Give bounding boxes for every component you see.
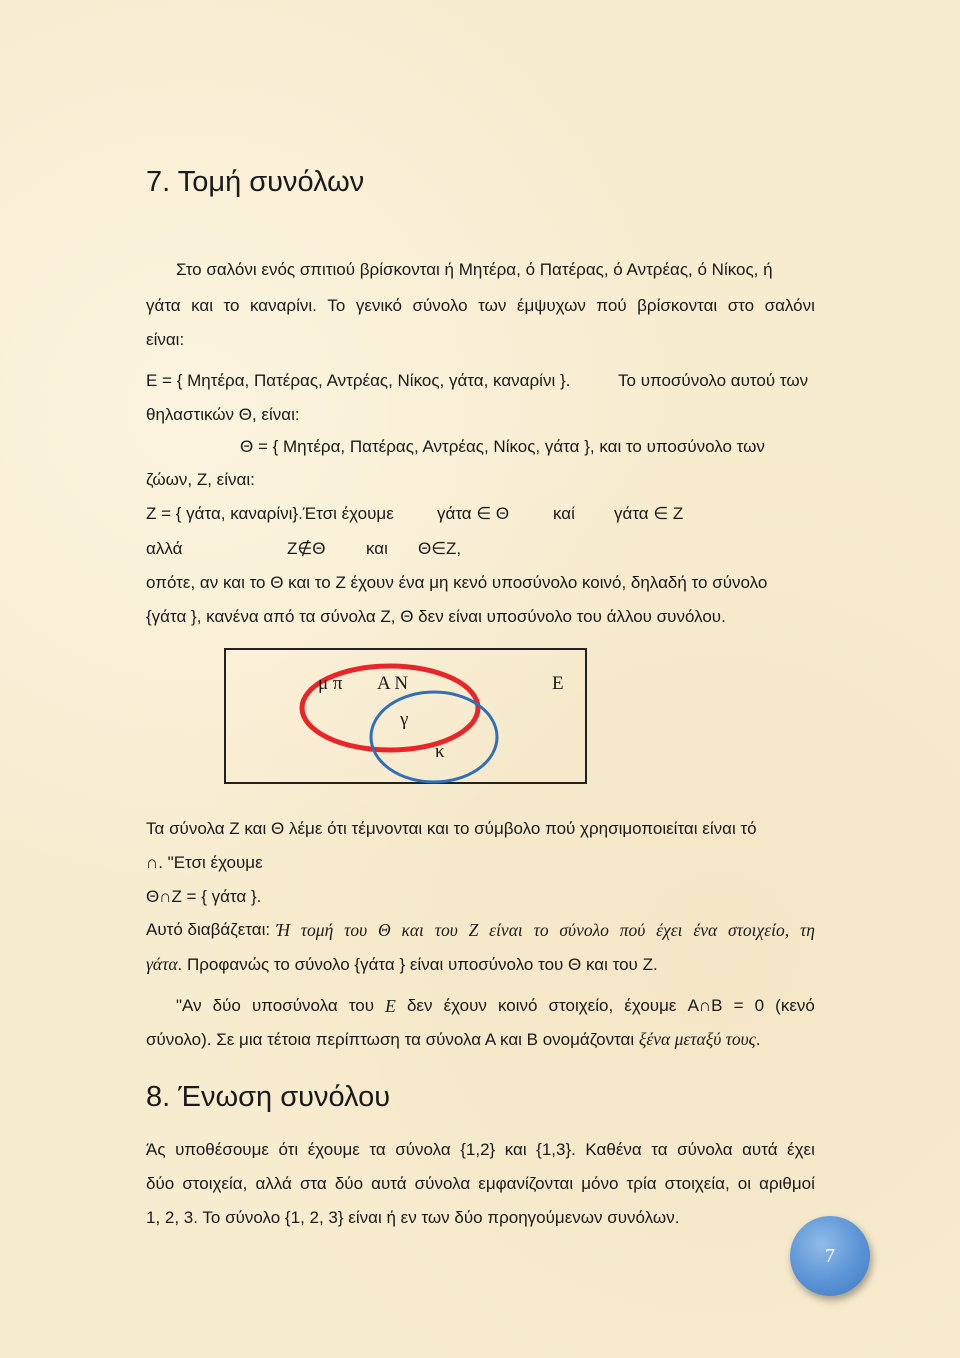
theta-set-definition: Θ = { Μητέρα, Πατέρας, Αντρέας, Νίκος, γάτα }, και το υποσύνολο των	[240, 437, 765, 456]
word: σύνολο	[412, 296, 468, 315]
word: Το	[327, 296, 346, 315]
word: το	[533, 920, 549, 940]
word: ότι	[278, 1140, 299, 1159]
word: στοιχεία,	[182, 1174, 248, 1193]
word: υποθέσουμε	[175, 1140, 269, 1159]
word: στοιχείο,	[548, 996, 614, 1015]
section-8-title: 8. Ένωση συνόλου	[146, 1081, 391, 1113]
word: {1,3}.	[536, 1140, 576, 1159]
word: τα	[369, 1140, 386, 1159]
para3-line5	[146, 954, 658, 975]
section-7-title: 7. Τομή συνόλων	[146, 166, 365, 198]
word: 0	[754, 996, 765, 1015]
word: στοιχεία,	[664, 1174, 730, 1193]
word: των	[478, 296, 507, 315]
word: έχει	[656, 920, 683, 940]
alla-word: αλλά	[146, 539, 183, 558]
word-e-italic: Ε	[385, 996, 396, 1016]
word: του	[344, 920, 368, 940]
word: του	[348, 996, 375, 1015]
disjoint-italic: ξένα μεταξύ τους	[638, 1029, 756, 1049]
para4-line2	[146, 1029, 761, 1050]
word: τομή	[300, 920, 334, 940]
word: σύνολα	[677, 1140, 733, 1159]
word: δεν	[406, 996, 433, 1015]
venn-label-mp: μ π	[318, 673, 343, 694]
word: σαλόνι	[764, 296, 815, 315]
word: έχει	[787, 1140, 815, 1159]
word: εμφανίζονται	[478, 1174, 574, 1193]
word: σύνολα	[414, 1174, 471, 1193]
reads-as-label: Αυτό διαβάζεται:	[146, 920, 271, 939]
word: και	[401, 920, 424, 940]
para2-line1: οπότε, αν και το Θ και το Ζ έχουν ένα μη κενό υποσύνολο κοινό, δηλαδή το σύνολο	[146, 573, 768, 592]
definition-italic	[276, 920, 815, 941]
e-set-definition: E = { Μητέρα, Πατέρας, Αντρέας, Νίκος, γάτα, καναρίνι }.	[146, 371, 571, 390]
period: .	[755, 1030, 761, 1049]
z-set-definition: Ζ = { γάτα, καναρίνι}.Έτσι έχουμε	[146, 504, 394, 523]
word: αριθμοί	[759, 1174, 815, 1193]
gata-in-theta: γάτα ∈ Θ	[437, 504, 510, 523]
word: αυτά	[742, 1140, 778, 1159]
word: και	[191, 296, 214, 315]
word: στα	[299, 1174, 327, 1193]
word: μόνο	[581, 1174, 619, 1193]
word: γάτα	[146, 296, 181, 315]
word: Άς	[146, 1140, 166, 1159]
para3-line2: ∩. "Ετσι έχουμε	[146, 853, 263, 872]
venn-label-gamma: γ	[400, 709, 409, 730]
word: καναρίνι.	[249, 296, 317, 315]
gata-in-z: γάτα ∈ Ζ	[614, 504, 684, 523]
word: Θ	[377, 920, 391, 940]
theta-in-z: Θ∈Ζ,	[418, 539, 462, 558]
word: =	[733, 996, 744, 1015]
word: τη	[799, 920, 815, 940]
word: έχουμε	[624, 996, 677, 1015]
word: στο	[727, 296, 755, 315]
word: έχουμε	[307, 1140, 360, 1159]
word: ένα	[693, 920, 718, 940]
gata-italic: γάτα	[146, 954, 178, 974]
word: τα	[651, 1140, 668, 1159]
word: βρίσκονται	[637, 296, 718, 315]
word: Α∩Β	[687, 996, 723, 1015]
word: σύνολο	[559, 920, 609, 940]
word: γενικό	[355, 296, 402, 315]
para4-line2-text: σύνολο). Σε μια τέτοια περίπτωση τα σύνολα Α και Β ονομάζονται	[146, 1030, 639, 1049]
zoa-intro: ζώων, Ζ, είναι:	[146, 470, 255, 489]
word: Ζ	[468, 920, 479, 940]
section8-line3: 1, 2, 3. Το σύνολο {1, 2, 3} είναι ή εν των δύο προηγούμενων συνόλων.	[146, 1208, 680, 1227]
word: δύο	[212, 996, 241, 1015]
word: πού	[596, 296, 627, 315]
word: έχουν	[443, 996, 487, 1015]
word: κοινό	[497, 996, 538, 1015]
word: {1,2}	[460, 1140, 496, 1159]
word: Ή	[276, 920, 290, 940]
word: στοιχείο,	[728, 920, 790, 940]
word: του	[434, 920, 458, 940]
word: δύο	[146, 1174, 175, 1193]
word: υποσύνολα	[251, 996, 338, 1015]
section8-line1	[146, 1140, 815, 1160]
word: δύο	[334, 1174, 364, 1193]
word: αυτά	[371, 1174, 407, 1193]
kai-word-2: και	[366, 539, 388, 558]
word: Καθένα	[585, 1140, 642, 1159]
e-line-continuation: Το υποσύνολο αυτού των	[618, 371, 809, 390]
word: οι	[737, 1174, 752, 1193]
z-not-in-theta: Ζ∉Θ	[287, 539, 326, 558]
para1-line1: Στο σαλόνι ενός σπιτιού βρίσκονται ή Μητέρα, ό Πατέρας, ό Αντρέας, ό Νίκος, ή	[176, 260, 773, 279]
word: το	[223, 296, 240, 315]
para1-line2	[146, 296, 815, 316]
para3-line4	[146, 920, 815, 941]
theta-intro: θηλαστικών Θ, είναι:	[146, 405, 300, 424]
section8-line2	[146, 1174, 815, 1194]
word: είναι	[489, 920, 523, 940]
word: τρία	[626, 1174, 657, 1193]
word: έμψυχων	[516, 296, 586, 315]
word: πού	[619, 920, 646, 940]
page-number: 7	[825, 1245, 835, 1267]
para4-line1	[176, 996, 815, 1017]
kai-word: καί	[553, 504, 575, 523]
venn-label-an: Α Ν	[377, 673, 409, 694]
para1-line3: είναι:	[146, 330, 185, 349]
word: (κενό	[775, 996, 815, 1015]
venn-label-e: Ε	[552, 673, 564, 694]
word: "Αν	[176, 996, 202, 1015]
word: και	[504, 1140, 527, 1159]
intersection-result: Θ∩Ζ = { γάτα }.	[146, 887, 262, 906]
venn-label-kappa: κ	[435, 741, 445, 762]
para3-line5-rest: . Προφανώς το σύνολο {γάτα } είναι υποσύνολο του Θ και του Ζ.	[177, 955, 658, 974]
word: αλλά	[255, 1174, 292, 1193]
para3-line1: Τα σύνολα Ζ και Θ λέμε ότι τέμνονται και το σύμβολο πού χρησιμοποιείται είναι τό	[146, 819, 757, 838]
z-set-circle	[371, 692, 497, 782]
word: σύνολα	[395, 1140, 451, 1159]
para2-line2: {γάτα }, κανένα από τα σύνολα Ζ, Θ δεν είναι υποσύνολο του άλλου συνόλου.	[146, 607, 726, 626]
